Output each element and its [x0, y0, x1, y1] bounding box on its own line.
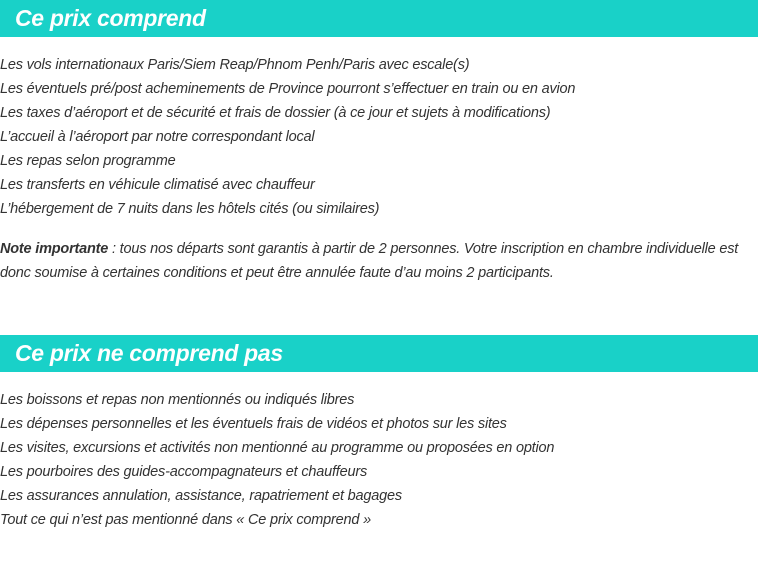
included-section-title: Ce prix comprend [15, 5, 206, 31]
important-note [0, 237, 752, 285]
excluded-list [0, 388, 758, 532]
excluded-item: Les boissons et repas non mentionnés ou indiqués libres [0, 392, 355, 408]
excluded-item: Les dépenses personnelles et les éventuels frais de vidéos et photos sur les sites [0, 416, 507, 432]
important-note-text: : tous nos départs sont garantis à partir de 2 personnes. Votre inscription en chambre individuelle est donc soumise à certaines conditions et peut être annulée faute d’au moins 2 participants. [0, 241, 739, 281]
included-item: Les repas selon programme [0, 153, 176, 169]
excluded-item: Les pourboires des guides-accompagnateurs et chauffeurs [0, 464, 368, 480]
excluded-section-header [0, 335, 758, 372]
excluded-item: Les visites, excursions et activités non mentionné au programme ou proposées en option [0, 440, 555, 456]
included-item: L’accueil à l’aéroport par notre correspondant local [0, 129, 315, 145]
included-list [0, 53, 758, 221]
included-section-header [0, 0, 758, 37]
excluded-item: Tout ce qui n’est pas mentionné dans « Ce prix comprend » [0, 512, 371, 528]
included-item: L’hébergement de 7 nuits dans les hôtels cités (ou similaires) [0, 201, 380, 217]
excluded-section-title: Ce prix ne comprend pas [15, 340, 283, 366]
excluded-item: Les assurances annulation, assistance, rapatriement et bagages [0, 488, 402, 504]
included-item: Les transferts en véhicule climatisé avec chauffeur [0, 177, 315, 193]
included-item: Les éventuels pré/post acheminements de Province pourront s’effectuer en train ou en avion [0, 81, 576, 97]
important-note-label: Note importante [0, 241, 109, 257]
included-item: Les taxes d’aéroport et de sécurité et frais de dossier (à ce jour et sujets à modifications) [0, 105, 551, 121]
included-item: Les vols internationaux Paris/Siem Reap/Phnom Penh/Paris avec escale(s) [0, 57, 470, 73]
